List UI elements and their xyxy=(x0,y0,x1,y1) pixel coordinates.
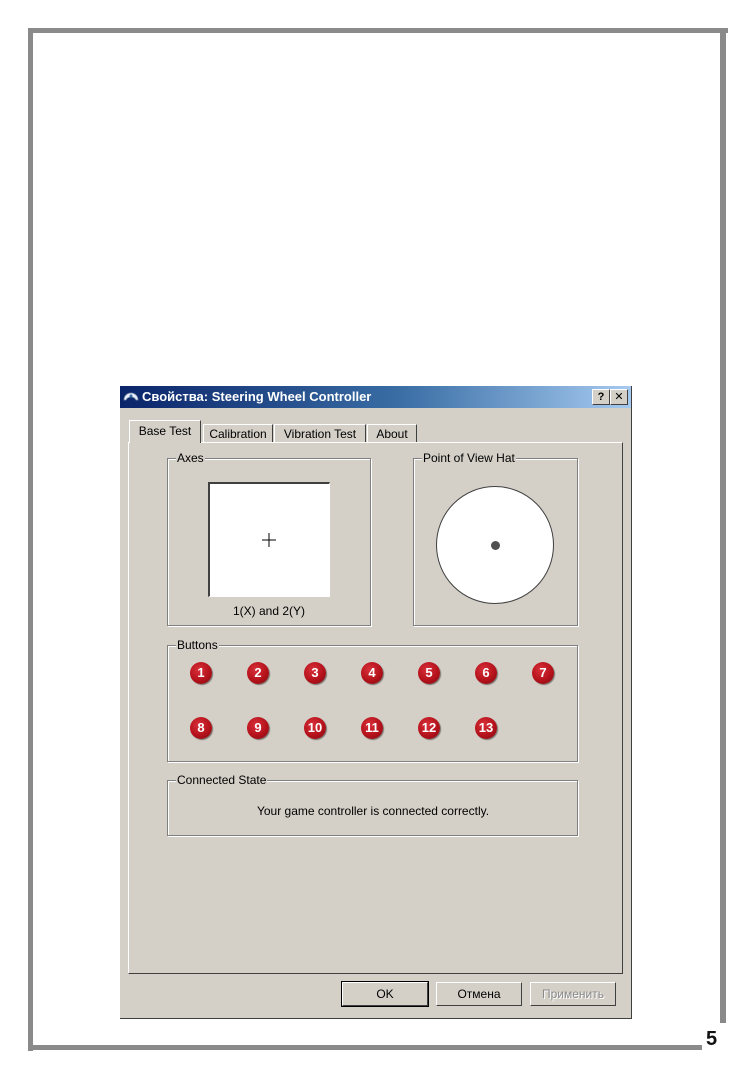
apply-button[interactable]: Применить xyxy=(530,982,616,1006)
buttons-group xyxy=(167,638,578,762)
tab-about[interactable]: About xyxy=(367,424,417,442)
help-button[interactable]: ? xyxy=(592,389,610,405)
joystick-button-10: 10 xyxy=(304,717,326,739)
ok-button[interactable]: OK xyxy=(342,982,428,1006)
tab-base-test[interactable]: Base Test xyxy=(129,420,201,443)
joystick-button-11: 11 xyxy=(361,717,383,739)
tab-vibration-test[interactable]: Vibration Test xyxy=(274,424,366,442)
joystick-button-8: 8 xyxy=(190,717,212,739)
joystick-button-5: 5 xyxy=(418,662,440,684)
crosshair-icon xyxy=(262,533,276,547)
joystick-button-1: 1 xyxy=(190,662,212,684)
axes-group-label: Axes xyxy=(177,451,204,465)
joystick-button-6: 6 xyxy=(475,662,497,684)
page-frame-bottom xyxy=(28,1045,702,1050)
page-frame-right xyxy=(720,28,726,1023)
tab-panel-base-test xyxy=(128,442,623,974)
properties-dialog xyxy=(120,386,632,1019)
window-title: Свойства: Steering Wheel Controller xyxy=(142,389,372,404)
joystick-button-12: 12 xyxy=(418,717,440,739)
axes-display xyxy=(208,482,330,597)
connected-state-message: Your game controller is connected correctly. xyxy=(256,804,490,818)
page-frame-left xyxy=(28,28,33,1051)
joystick-button-4: 4 xyxy=(361,662,383,684)
cancel-button[interactable]: Отмена xyxy=(436,982,522,1006)
axes-caption: 1(X) and 2(Y) xyxy=(232,604,306,618)
pov-hat-display xyxy=(436,486,554,604)
page-number: 5 xyxy=(706,1028,718,1050)
joystick-button-3: 3 xyxy=(304,662,326,684)
joystick-button-7: 7 xyxy=(532,662,554,684)
pov-hat-indicator xyxy=(491,541,500,550)
connected-state-group xyxy=(167,773,578,836)
buttons-group-label: Buttons xyxy=(177,638,218,652)
tab-calibration[interactable]: Calibration xyxy=(203,424,273,442)
pov-hat-group xyxy=(413,451,578,626)
axes-group xyxy=(167,451,371,626)
page-frame-top xyxy=(28,28,728,33)
joystick-button-13: 13 xyxy=(475,717,497,739)
joystick-button-2: 2 xyxy=(247,662,269,684)
connected-state-group-label: Connected State xyxy=(177,773,267,787)
game-controller-icon xyxy=(123,389,139,405)
title-bar[interactable] xyxy=(120,386,631,408)
close-button[interactable]: ✕ xyxy=(610,389,628,405)
joystick-button-9: 9 xyxy=(247,717,269,739)
pov-hat-group-label: Point of View Hat xyxy=(423,451,515,465)
